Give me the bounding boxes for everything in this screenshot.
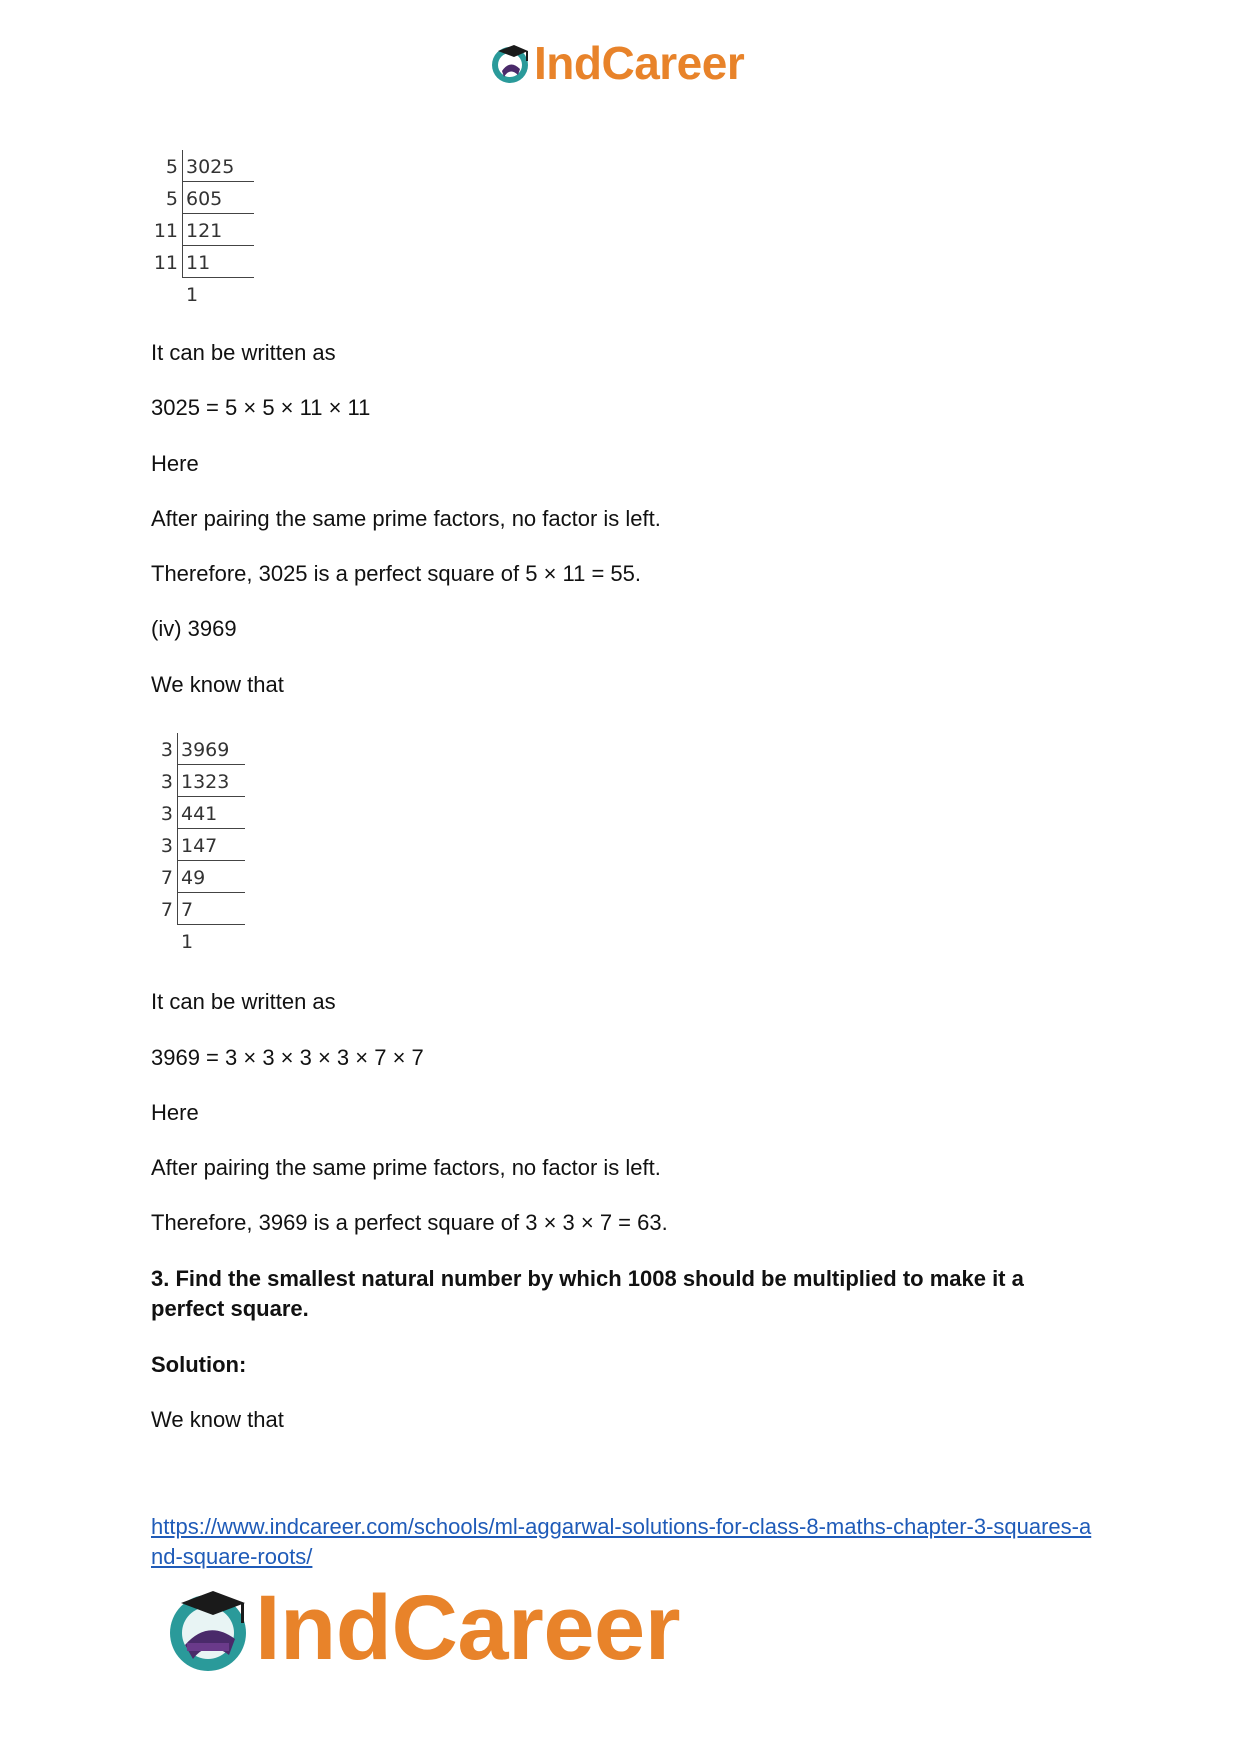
dividend: 3025	[186, 156, 235, 178]
paragraph: Therefore, 3969 is a perfect square of 3 × 3 × 7 = 63.	[151, 1210, 668, 1235]
footer-logo	[163, 1577, 680, 1679]
dividend: 49	[181, 867, 206, 889]
paragraph: We know that	[151, 1407, 284, 1432]
question-heading: 3. Find the smallest natural number by which 1008 should be multiplied to make it a perfect square.	[151, 1266, 1024, 1321]
paragraph: Here	[151, 451, 199, 476]
divisor: 11	[153, 252, 178, 274]
dividend: 3969	[181, 739, 230, 761]
dividend: 147	[181, 835, 218, 857]
equation: 3969 = 3 × 3 × 3 × 3 × 7 × 7	[151, 1045, 424, 1070]
paragraph: (iv) 3969	[151, 616, 237, 641]
dividend: 121	[186, 220, 223, 242]
paragraph: Here	[151, 1100, 199, 1125]
paragraph: After pairing the same prime factors, no factor is left.	[151, 1155, 661, 1180]
divisor: 7	[160, 899, 173, 921]
solution-label: Solution:	[151, 1352, 247, 1377]
dividend: 605	[186, 188, 223, 210]
header-logo	[488, 37, 745, 89]
equation: 3025 = 5 × 5 × 11 × 11	[151, 395, 371, 420]
divisor: 11	[153, 220, 178, 242]
dividend: 11	[186, 252, 211, 274]
paragraph: We know that	[151, 672, 284, 697]
source-link[interactable]: https://www.indcareer.com/schools/ml-aggarwal-solutions-for-class-8-maths-chapter-3-squares-and-square-roots/	[151, 1514, 1092, 1569]
divisor: 7	[160, 867, 173, 889]
paragraph: Therefore, 3025 is a perfect square of 5 × 11 = 55.	[151, 561, 642, 586]
divisor: 3	[160, 803, 173, 825]
dividend: 441	[181, 803, 218, 825]
logo-wordmark: IndCareer	[534, 37, 745, 89]
divisor: 3	[160, 835, 173, 857]
graduation-globe-icon	[163, 1583, 253, 1673]
dividend: 7	[181, 899, 194, 921]
logo-wordmark: IndCareer	[255, 1577, 680, 1679]
divisor: 5	[165, 156, 178, 178]
paragraph: It can be written as	[151, 340, 336, 365]
dividend: 1323	[181, 771, 230, 793]
paragraph: After pairing the same prime factors, no factor is left.	[151, 506, 661, 531]
graduation-globe-icon	[488, 41, 532, 85]
divisor: 5	[165, 188, 178, 210]
divisor: 3	[160, 739, 173, 761]
divisor: 3	[160, 771, 173, 793]
paragraph: It can be written as	[151, 989, 336, 1014]
